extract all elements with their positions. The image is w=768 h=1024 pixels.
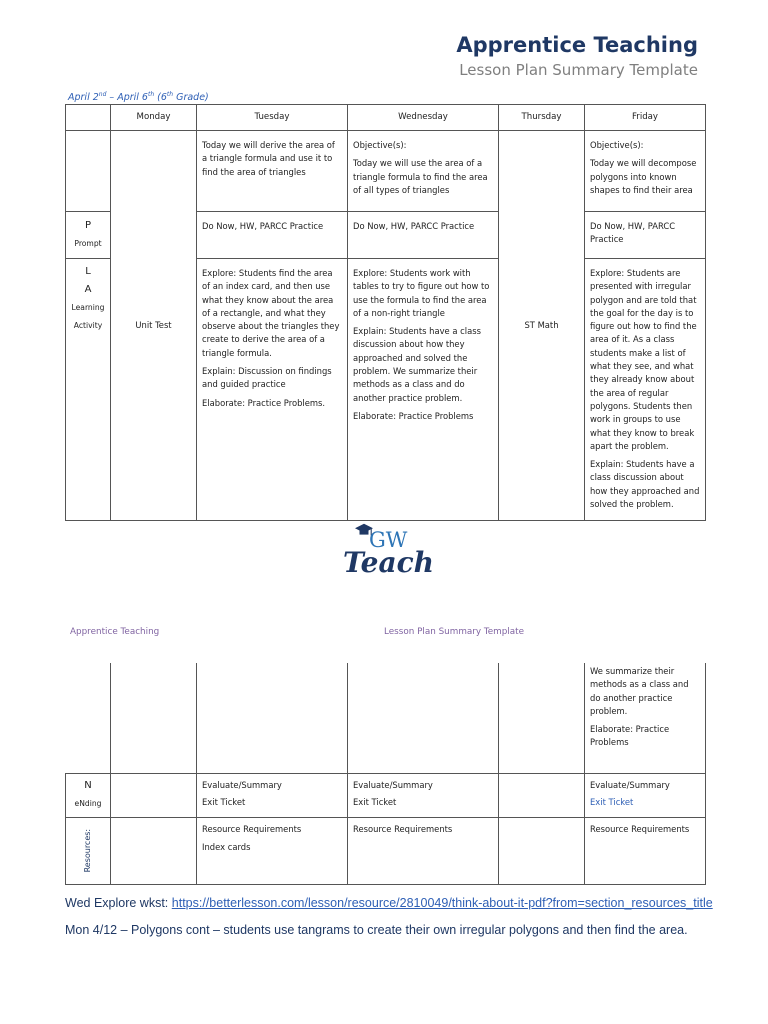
footer-note: Mon 4/12 – Polygons cont – students use tangrams to create their own irregular polygons and then find the area. — [65, 923, 688, 937]
day-header-wednesday: Wednesday — [348, 105, 499, 131]
continued-monday — [111, 663, 197, 773]
learning-label-cell — [66, 259, 111, 521]
activity-label: Activity — [73, 321, 103, 330]
ending-label: eNding — [74, 799, 102, 808]
wednesday-prompt: Do Now, HW, PARCC Practice — [348, 212, 499, 259]
gw-teach-logo — [341, 520, 441, 580]
day-header-tuesday: Tuesday — [197, 105, 348, 131]
day-header-thursday: Thursday — [499, 105, 585, 131]
learning-letter-l: L — [85, 266, 91, 277]
page-subtitle: Lesson Plan Summary Template — [459, 61, 698, 79]
objective-label-cell — [66, 131, 111, 212]
ending-friday: Evaluate/Summary Exit Ticket — [585, 773, 706, 817]
ending-monday — [111, 773, 197, 817]
ending-row — [66, 773, 706, 817]
ending-label-cell — [66, 773, 111, 817]
footer-worksheet-line — [65, 896, 713, 910]
date-range: April 2nd – April 6th (6th Grade) — [68, 91, 209, 104]
friday-objective: Objective(s): Today we will decompose polygons into known shapes to find their area — [585, 131, 706, 212]
worksheet-link[interactable]: https://betterlesson.com/lesson/resource/2810049/think-about-it-pdf?from=section_resources_title — [171, 896, 713, 910]
page2-header-left: Apprentice Teaching — [70, 627, 160, 637]
ending-thursday — [499, 773, 585, 817]
resources-label-cell — [66, 817, 111, 884]
continued-friday: We summarize their methods as a class and do another practice problem. Elaborate: Practice Problems — [585, 663, 706, 773]
wednesday-learning: Explore: Students work with tables to try to figure out how to use the formula to find the area of a non-right triangle Explain: Students have a class discussion about how they approached and solved the problem. We summarize their methods as a class and do another practice problem. Elaborate: Practice Problems — [348, 259, 499, 521]
resources-wednesday: Resource Requirements — [348, 817, 499, 884]
tuesday-learning: Explore: Students find the area of an index card, and then use what they know about the area of a rectangle, and what they observe about the triangles they create to derive the area of a triangle formula. Explain: Discussion on findings and guided practice Elaborate: Practice Problems. — [197, 259, 348, 521]
continued-label-cell — [66, 663, 111, 773]
ending-tuesday: Evaluate/Summary Exit Ticket — [197, 773, 348, 817]
friday-prompt: Do Now, HW, PARCC Practice — [585, 212, 706, 259]
objective-row — [66, 131, 706, 212]
prompt-label-cell — [66, 212, 111, 259]
monday-cell: Unit Test — [111, 131, 197, 521]
tuesday-prompt: Do Now, HW, PARCC Practice — [197, 212, 348, 259]
continued-tuesday — [197, 663, 348, 773]
continued-row — [66, 663, 706, 773]
resources-monday — [111, 817, 197, 884]
ending-letter: N — [84, 780, 92, 791]
thursday-cell: ST Math — [499, 131, 585, 521]
resources-row — [66, 817, 706, 884]
continued-thursday — [499, 663, 585, 773]
corner-cell — [66, 105, 111, 131]
lesson-plan-table-continued — [65, 663, 706, 885]
prompt-label: Prompt — [74, 239, 102, 248]
learning-label: Learning — [71, 303, 105, 312]
resources-label: Resources: — [83, 828, 93, 873]
page-title: Apprentice Teaching — [456, 33, 698, 57]
friday-learning: Explore: Students are presented with irregular polygon and are told that the goal for the day is to figure out how to find the area of it. As a class students make a list of what they see, and what they already know about the area of regular polygons. Students then work in groups to use what they know to break apart the problem. Explain: Students have a class discussion about how they approached and solved the problem. — [585, 259, 706, 521]
learning-letter-a: A — [84, 284, 92, 295]
footer-worksheet-label: Wed Explore wkst: — [65, 896, 172, 910]
resources-friday: Resource Requirements — [585, 817, 706, 884]
continued-wednesday — [348, 663, 499, 773]
resources-tuesday: Resource Requirements Index cards — [197, 817, 348, 884]
logo-gw-text: GW — [369, 528, 408, 552]
resources-thursday — [499, 817, 585, 884]
wednesday-objective: Objective(s): Today we will use the area of a triangle formula to find the area of all types of triangles — [348, 131, 499, 212]
logo-teach-text: Teach — [343, 546, 434, 579]
header-row — [66, 105, 706, 131]
ending-wednesday: Evaluate/Summary Exit Ticket — [348, 773, 499, 817]
tuesday-objective: Today we will derive the area of a triangle formula and use it to find the area of triangles — [197, 131, 348, 212]
day-header-monday: Monday — [111, 105, 197, 131]
lesson-plan-table — [65, 104, 706, 521]
day-header-friday: Friday — [585, 105, 706, 131]
page2-header-middle: Lesson Plan Summary Template — [384, 627, 525, 637]
prompt-letter: P — [84, 220, 92, 231]
